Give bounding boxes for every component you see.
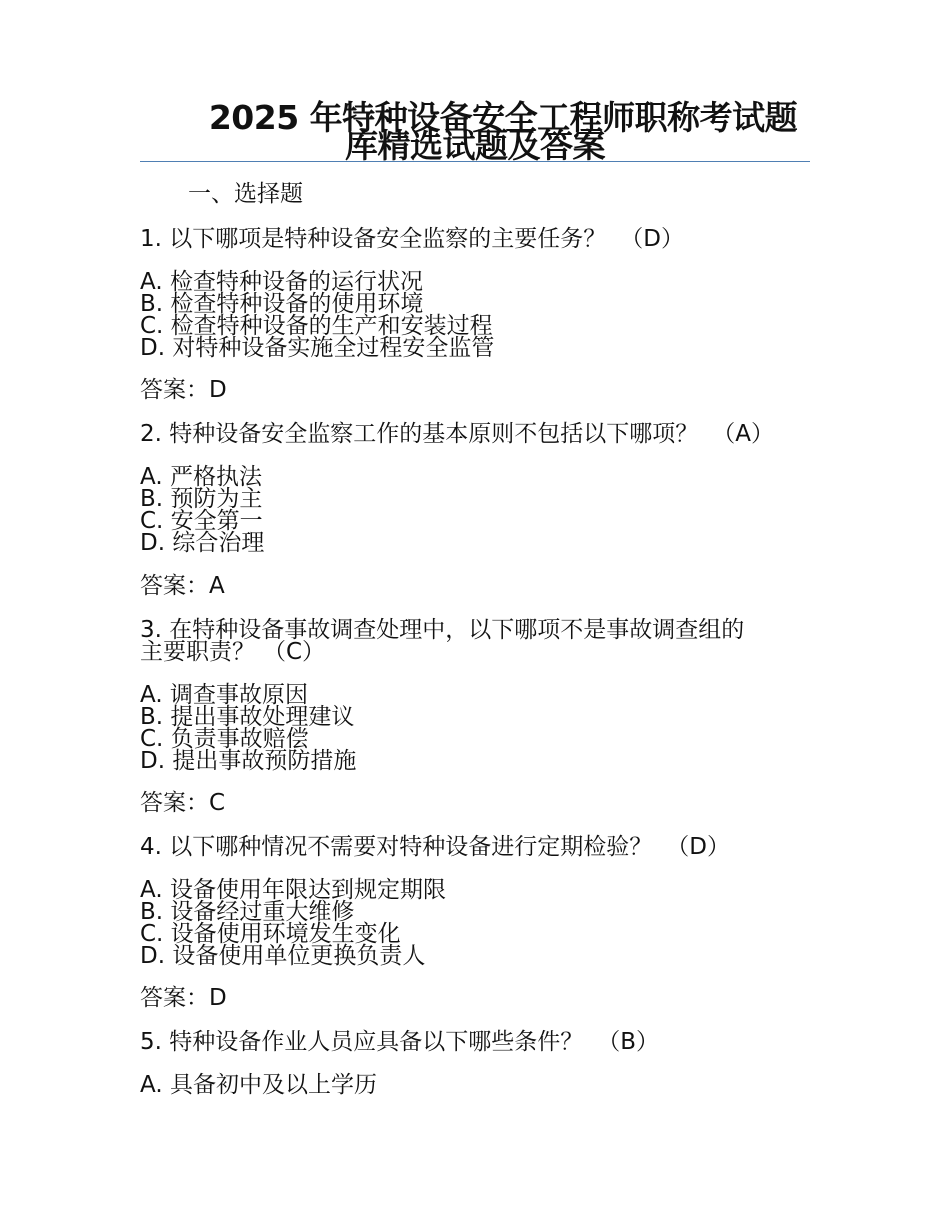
question-text-line-2: 主要职责？	[140, 639, 255, 665]
title-underline	[140, 161, 810, 162]
title-line-2: 库精选试题及答案	[345, 126, 605, 165]
option-a: A. 具备初中及以上学历	[140, 1072, 377, 1098]
marked-answer: （A）	[712, 421, 774, 447]
question-text-line-1: 3. 在特种设备事故调查处理中，以下哪项不是事故调查组的	[140, 617, 745, 643]
question-2	[140, 420, 774, 448]
question-5	[140, 1028, 659, 1056]
option-b: B. 检查特种设备的使用环境	[140, 291, 424, 317]
marked-answer: （D）	[666, 834, 730, 860]
options-2	[140, 466, 264, 554]
marked-answer: （C）	[263, 639, 326, 665]
question-text: 4. 以下哪种情况不需要对特种设备进行定期检验？	[140, 834, 653, 860]
question-3	[140, 619, 810, 663]
marked-answer: （B）	[597, 1029, 660, 1055]
option-a: A. 检查特种设备的运行状况	[140, 269, 423, 295]
option-c: C. 负责事故赔偿	[140, 726, 309, 752]
option-a: A. 严格执法	[140, 464, 262, 490]
document-title	[140, 98, 810, 165]
option-a: A. 调查事故原因	[140, 682, 308, 708]
options-4	[140, 879, 446, 967]
answer-3: 答案：C	[140, 790, 226, 816]
option-d: D. 对特种设备实施全过程安全监管	[140, 335, 495, 361]
options-1	[140, 271, 494, 359]
question-1	[140, 225, 684, 253]
question-text: 1. 以下哪项是特种设备安全监察的主要任务？	[140, 226, 607, 252]
answer-1: 答案：D	[140, 377, 227, 403]
option-c: C. 检查特种设备的生产和安装过程	[140, 313, 493, 339]
option-d: D. 综合治理	[140, 530, 265, 556]
options-5	[140, 1074, 377, 1096]
option-b: B. 提出事故处理建议	[140, 704, 355, 730]
option-d: D. 提出事故预防措施	[140, 748, 357, 774]
question-text: 2. 特种设备安全监察工作的基本原则不包括以下哪项？	[140, 421, 699, 447]
section-heading: 一、选择题	[188, 181, 303, 207]
options-3	[140, 684, 356, 772]
marked-answer: （D）	[620, 226, 684, 252]
option-c: C. 设备使用环境发生变化	[140, 921, 401, 947]
option-a: A. 设备使用年限达到规定期限	[140, 877, 446, 903]
answer-2: 答案：A	[140, 573, 225, 599]
option-c: C. 安全第一	[140, 508, 263, 534]
option-b: B. 设备经过重大维修	[140, 899, 355, 925]
option-b: B. 预防为主	[140, 486, 263, 512]
question-4	[140, 833, 730, 861]
answer-4: 答案：D	[140, 985, 227, 1011]
option-d: D. 设备使用单位更换负责人	[140, 943, 426, 969]
title-line-1: 2025 年特种设备安全工程师职称考试题	[208, 98, 798, 137]
question-text: 5. 特种设备作业人员应具备以下哪些条件？	[140, 1029, 584, 1055]
